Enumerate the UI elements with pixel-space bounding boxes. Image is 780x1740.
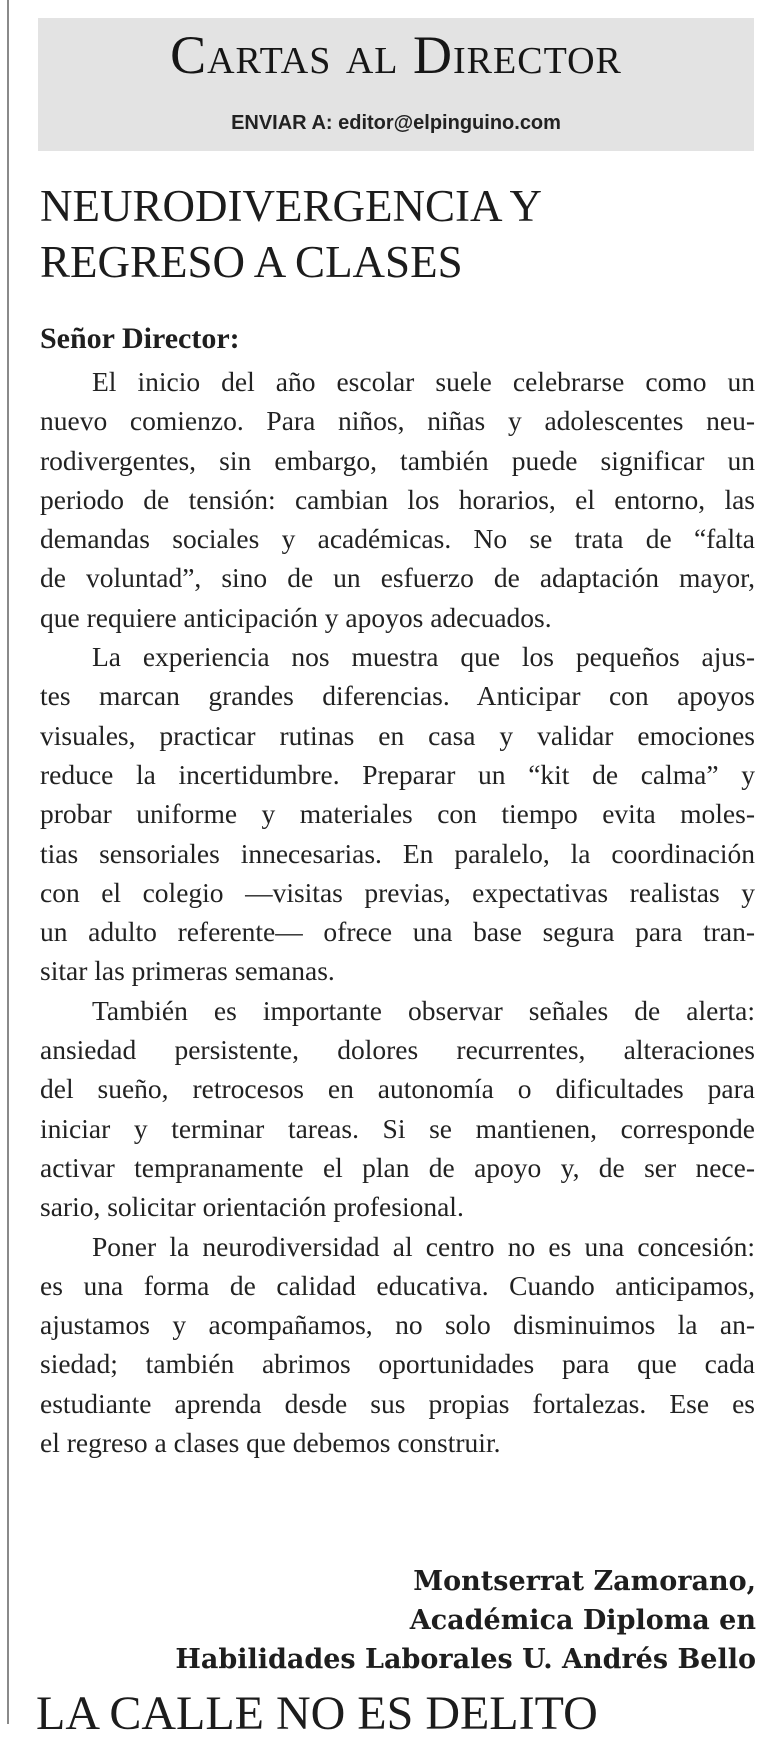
body-line: es una forma de calidad educativa. Cuando anticipamos, xyxy=(40,1269,755,1301)
section-title: Cartas al Director xyxy=(170,25,622,85)
next-article-title: LA CALLE NO ES DELITO xyxy=(36,1687,598,1740)
body-line: que requiere anticipación y apoyos adecuados. xyxy=(40,601,552,633)
author-signature xyxy=(175,1562,756,1679)
body-line: rodivergentes, sin embargo, también puede significar un xyxy=(40,444,755,476)
body-line: siedad; también abrimos oportunidades para que cada xyxy=(40,1348,755,1380)
body-line: tes marcan grandes diferencias. Anticipar con apoyos xyxy=(40,680,755,712)
signature-line: Montserrat Zamorano, xyxy=(413,1566,756,1597)
column-rule xyxy=(7,0,9,1724)
send-to-email: ENVIAR A: editor@elpinguino.com xyxy=(231,112,561,134)
body-line: del sueño, retrocesos en autonomía o dificultades para xyxy=(40,1073,755,1105)
body-line: activar tempranamente el plan de apoyo y, de ser nece- xyxy=(40,1151,755,1183)
body-line: El inicio del año escolar suele celebrarse como un xyxy=(92,366,755,397)
body-line: periodo de tensión: cambian los horarios, el entorno, las xyxy=(40,483,755,515)
body-line: ajustamos y acompañamos, no solo disminuimos la an- xyxy=(40,1309,755,1341)
body-line: sitar las primeras semanas. xyxy=(40,955,335,987)
headline-line: REGRESO A CLASES xyxy=(40,237,463,287)
letter-headline xyxy=(40,178,760,290)
body-line: el regreso a clases que debemos construir. xyxy=(40,1427,501,1459)
body-line: demandas sociales y académicas. No se trata de “falta xyxy=(40,523,755,555)
body-line: La experiencia nos muestra que los pequeños ajus- xyxy=(92,641,755,673)
body-line: estudiante aprenda desde sus propias fortalezas. Ese es xyxy=(40,1387,755,1419)
body-line: ansiedad persistente, dolores recurrentes, alteraciones xyxy=(40,1034,755,1066)
body-line: reduce la incertidumbre. Preparar un “kit de calma” y xyxy=(40,758,755,790)
body-line: iniciar y terminar tareas. Si se mantienen, corresponde xyxy=(40,1112,755,1144)
letter-body xyxy=(40,362,755,1462)
body-line: sario, solicitar orientación profesional. xyxy=(40,1191,464,1223)
headline-line: NEURODIVERGENCIA Y xyxy=(40,181,543,231)
signature-line: Habilidades Laborales U. Andrés Bello xyxy=(175,1644,756,1675)
body-line: un adulto referente— ofrece una base segura para tran- xyxy=(40,916,755,948)
section-header xyxy=(38,18,754,151)
body-line: visuales, practicar rutinas en casa y validar emociones xyxy=(40,719,755,751)
body-line: de voluntad”, sino de un esfuerzo de adaptación mayor, xyxy=(40,562,755,594)
body-line: También es importante observar señales de alerta: xyxy=(92,994,755,1026)
body-line: nuevo comienzo. Para niños, niñas y adolescentes neu- xyxy=(40,405,755,437)
body-line: con el colegio —visitas previas, expectativas realistas y xyxy=(40,876,755,908)
body-line: tias sensoriales innecesarias. En paralelo, la coordinación xyxy=(40,837,755,869)
signature-line: Académica Diploma en xyxy=(409,1605,756,1636)
body-line: probar uniforme y materiales con tiempo evita moles- xyxy=(40,798,755,830)
body-line: Poner la neurodiversidad al centro no es una concesión: xyxy=(92,1230,755,1262)
salutation: Señor Director: xyxy=(40,322,240,355)
